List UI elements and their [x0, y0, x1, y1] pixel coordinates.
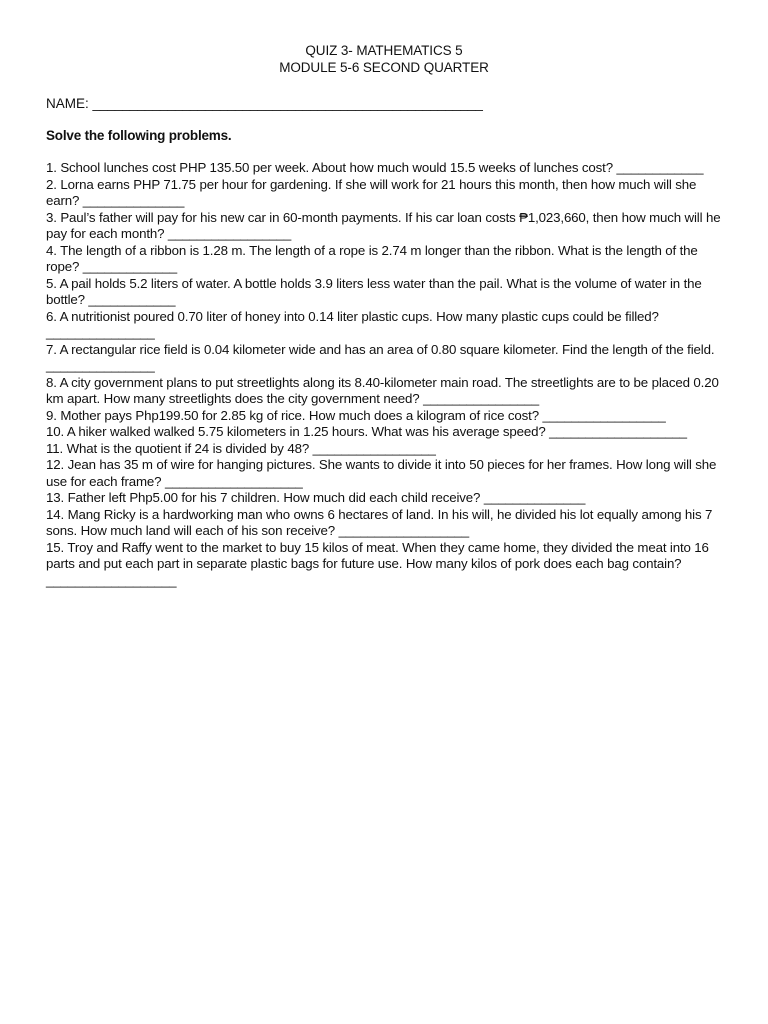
problem-list — [46, 160, 726, 589]
quiz-header — [0, 42, 768, 76]
problem-item: 10. A hiker walked walked 5.75 kilometers in 1.25 hours. What was his average speed? ___________________ — [46, 424, 687, 439]
problem-item: 4. The length of a ribbon is 1.28 m. The length of a rope is 2.74 m longer than the ribbon. What is the length of the rope? _____________ — [46, 242, 698, 274]
problem-item: 7. A rectangular rice field is 0.04 kilometer wide and has an area of 0.80 square kilometer. Find the length of the field. _______________ — [46, 341, 715, 373]
quiz-title: QUIZ 3- MATHEMATICS 5 — [305, 43, 463, 58]
problem-item: 15. Troy and Raffy went to the market to buy 15 kilos of meat. When they came home, they divided the meat into 16 parts and put each part in separate plastic bags for future use. How many kilos of pork does each bag contain? __________________ — [46, 539, 709, 588]
problem-item: 6. A nutritionist poured 0.70 liter of honey into 0.14 liter plastic cups. How many plastic cups could be filled? _______________ — [46, 308, 659, 340]
module-subtitle: MODULE 5-6 SECOND QUARTER — [279, 60, 489, 75]
problem-item: 9. Mother pays Php199.50 for 2.85 kg of rice. How much does a kilogram of rice cost? _________________ — [46, 407, 666, 423]
problem-item: 1. School lunches cost PHP 135.50 per week. About how much would 15.5 weeks of lunches cost? ____________ — [46, 160, 704, 175]
name-field-line: NAME: ____________________________________________________ — [46, 96, 483, 111]
problem-item: 14. Mang Ricky is a hardworking man who owns 6 hectares of land. In his will, he divided his lot equally among his 7 sons. How much land will each of his son receive? __________________ — [46, 506, 713, 538]
instructions-heading: Solve the following problems. — [46, 128, 232, 143]
problem-item: 13. Father left Php5.00 for his 7 children. How much did each child receive? ______________ — [46, 490, 586, 505]
problem-item: 11. What is the quotient if 24 is divided by 48? _________________ — [46, 440, 436, 456]
problem-item: 3. Paul’s father will pay for his new car in 60-month payments. If his car loan costs ₱1,023,660, then how much will he pay for each month? _________________ — [46, 209, 721, 241]
problem-item: 5. A pail holds 5.2 liters of water. A bottle holds 3.9 liters less water than the pail. What is the volume of water in the bottle? ____________ — [46, 275, 702, 307]
problem-item: 8. A city government plans to put streetlights along its 8.40-kilometer main road. The streetlights are to be placed 0.20 km apart. How many streetlights does the city government need? ________________ — [46, 374, 719, 406]
problem-item: 2. Lorna earns PHP 71.75 per hour for gardening. If she will work for 21 hours this month, then how much will she earn? ______________ — [46, 176, 697, 208]
problem-item: 12. Jean has 35 m of wire for hanging pictures. She wants to divide it into 50 pieces for her frames. How long will she use for each frame? ___________________ — [46, 457, 717, 489]
